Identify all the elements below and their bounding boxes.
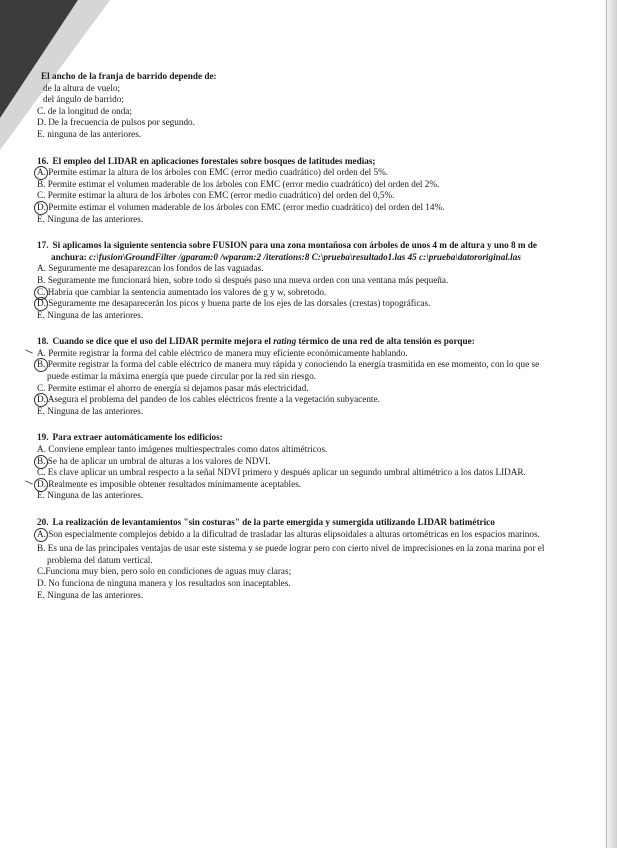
- option-e: E. Ninguna de las anteriores.: [37, 405, 144, 416]
- option-d: D. Seguramente me desaparecerán los picos y buena parte de los ejes de las dorsales (crestas) topográficas.: [37, 298, 557, 310]
- question-number: 20.: [37, 517, 49, 527]
- option-e: E. ninguna de las anteriores.: [37, 128, 142, 139]
- question-16: [37, 156, 557, 226]
- question-text: El empleo del LIDAR en aplicaciones forestales sobre bosques de latitudes medias;: [52, 155, 376, 166]
- option-c: C. de la longitud de onda;: [37, 105, 132, 116]
- option-b: B. Se ha de aplicar un umbral de alturas a los valores de NDVI.: [37, 456, 557, 468]
- option-c: C. Habría que cambiar la sentencia aumentado los valores de g y w, sobretodo.: [37, 287, 557, 299]
- question-number: 19.: [37, 432, 49, 443]
- question-title: [37, 432, 557, 444]
- question-title: [37, 156, 557, 168]
- question-title: [37, 240, 557, 263]
- option-a: A. Seguramente me desaparezcan los fondos de las vaguadas.: [37, 263, 264, 274]
- page-edge-line: [606, 0, 607, 848]
- question-title: [37, 71, 557, 83]
- option-e: E. Ninguna de las anteriores.: [37, 213, 144, 224]
- question-title: [37, 336, 557, 348]
- question-title: [37, 517, 557, 529]
- question-text: Si aplicamos la siguiente sentencia sobre FUSION para una zona montañosa con árboles de unos 4 m de altura y uno 8 m de anchura:: [51, 240, 537, 262]
- option-a: de la altura de vuelo;: [43, 82, 121, 93]
- option-e: E. Ninguna de las anteriores.: [37, 309, 144, 320]
- question-15: [37, 71, 557, 141]
- question-18: [37, 336, 557, 417]
- question-number: 17.: [37, 240, 49, 251]
- fusion-command: c:\fusion\GroundFilter /gparam:0 /wparam:2 /iterations:8 C:\prueba\resultado1.las 45 c:\prueba\datororiginal.las: [89, 251, 521, 262]
- option-d: D. No funciona de ninguna manera y los resultados son inaceptables.: [37, 577, 291, 588]
- option-a: A. Son especialmente complejos debido a la dificultad de trasladar las alturas elipsoidales a alturas ortométricas en los espacios marinos.: [37, 529, 557, 541]
- option-b: del ángulo de barrido;: [43, 94, 124, 105]
- question-19: [37, 432, 557, 502]
- option-c: C. Permite estimar la altura de los árboles con EMC (error medio cuadrático) del orden del 0,5%.: [37, 190, 395, 201]
- question-number: 18.: [37, 336, 49, 347]
- question-number: 16.: [37, 155, 49, 166]
- option-c: C. Permite estimar el ahorro de energía si dejamos pasar más electricidad.: [37, 382, 309, 393]
- question-17: [37, 240, 557, 321]
- question-20: [37, 517, 557, 601]
- option-a: A. Permite registrar la forma del cable eléctrico de manera muy eficiente económicamente hablando.: [37, 348, 557, 360]
- option-a: A. Conviene emplear tanto imágenes multiespectrales como datos altimétricos.: [37, 444, 328, 455]
- question-text-pre: Cuando se dice que el uso del LIDAR permite mejora el: [52, 336, 271, 347]
- option-d: D. Permite estimar el volumen maderable de los árboles con EMC (error medio cuadrático) del orden del 14%.: [37, 202, 557, 214]
- question-text: Para extraer automáticamente los edificios:: [52, 432, 223, 443]
- option-b: B. Permite estimar el volumen maderable de los árboles con EMC (error medio cuadrático) del orden del 2%.: [37, 178, 440, 189]
- option-b: B. Seguramente me funcionará bien, sobre todo si después paso una nueva orden con una ventana más pequeña.: [37, 274, 449, 285]
- question-text: La realización de levantamientos "sin costuras" de la parte emergida y sumergida utilizando LIDAR batimétrico: [52, 517, 495, 527]
- option-c: C. Es clave aplicar un umbral respecto a la señal NDVI primero y después aplicar un segundo umbral altimétrico a los datos LIDAR.: [37, 467, 526, 478]
- option-d: D. Asegura el problema del pandeo de los cables eléctricos frente a la vegetación subyacente.: [37, 394, 557, 406]
- option-c: C.Funciona muy bien, pero solo en condiciones de aguas muy claras;: [37, 566, 292, 577]
- option-d: D. Realmente es imposible obtener resultados mínimamente aceptables.: [37, 479, 557, 491]
- exam-questions: [37, 71, 557, 616]
- option-a: A. Permite estimar la altura de los árboles con EMC (error medio cuadrático) del orden del 5%.: [37, 167, 557, 179]
- option-b: B. Es una de las principales ventajas de usar este sistema y se puede lograr pero con cierto nivel de imprecisiones en la zona marina por el problema del datum vertical.: [37, 543, 545, 565]
- option-d: D. De la frecuencia de pulsos por segundo.: [37, 117, 195, 128]
- question-text-post: térmico de una red de alta tensión es porque:: [298, 336, 475, 347]
- question-text-em: rating: [273, 336, 297, 347]
- question-text: El ancho de la franja de barrido depende de:: [41, 71, 217, 81]
- option-e: E. Ninguna de las anteriores.: [37, 490, 144, 501]
- option-b: B. Permite registrar la forma del cable eléctrico de manera muy rápida y conociendo la energía trasmitida en ese momento, con lo que se puede estimar la máxima energía que puede circular por la red sin riesgo.: [37, 359, 557, 382]
- option-e: E. Ninguna de las anteriores.: [37, 589, 144, 600]
